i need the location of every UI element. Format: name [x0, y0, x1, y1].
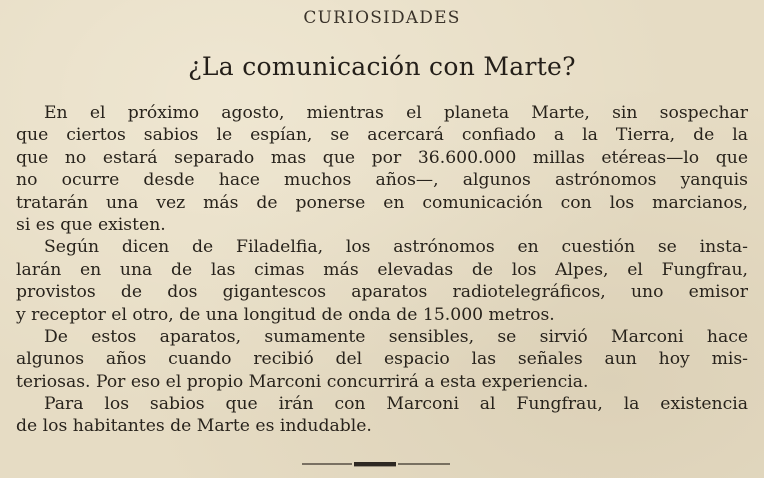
text-line: De estos aparatos, sumamente sensibles, se sirvió Marconi hace — [44, 326, 748, 347]
text-line: si es que existen. — [16, 214, 166, 235]
text-line: provistos de dos gigantescos aparatos radiotelegráficos, uno emisor — [16, 282, 748, 303]
text-line: En el próximo agosto, mientras el planeta Marte, sin sospechar — [44, 103, 748, 123]
text-line: larán en una de las cimas más elevadas de los Alpes, el Fungfrau, — [16, 259, 748, 280]
text-line: no ocurre desde hace muchos años—, algunos astrónomos yanquis — [16, 170, 748, 191]
end-ornament-rule — [0, 461, 764, 467]
text-line: de los habitantes de Marte es indudable. — [16, 416, 372, 437]
article-body — [16, 102, 748, 438]
text-line: y receptor el otro, de una longitud de onda de 15.000 metros. — [16, 304, 555, 325]
article-title: ¿La comunicación con Marte? — [188, 52, 576, 81]
text-line: algunos años cuando recibió del espacio las señales aun hoy mis- — [16, 349, 748, 370]
text-line: tratarán una vez más de ponerse en comunicación con los marcianos, — [16, 192, 748, 213]
text-line: teriosas. Por eso el propio Marconi concurrirá a esta experiencia. — [16, 371, 589, 392]
section-heading: CURIOSIDADES — [303, 8, 461, 28]
text-line: Según dicen de Filadelfia, los astrónomos en cuestión se insta- — [44, 237, 748, 258]
text-line: que no estará separado mas que por 36.600.000 millas etéreas—lo que — [16, 147, 748, 168]
text-line: Para los sabios que irán con Marconi al Fungfrau, la existencia — [44, 394, 748, 415]
text-line: que ciertos sabios le espían, se acercará confiado a la Tierra, de la — [16, 125, 748, 146]
ornament-center-bar — [354, 462, 396, 466]
